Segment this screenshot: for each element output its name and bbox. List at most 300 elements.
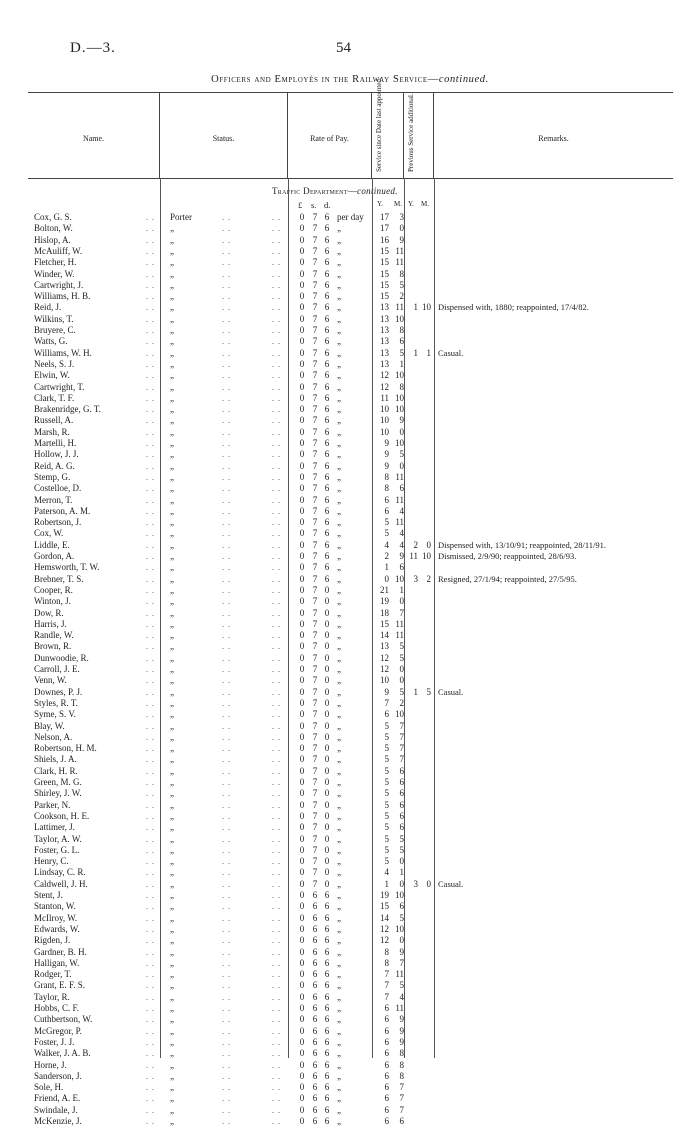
pay-period: „: [337, 901, 341, 912]
service-months: 4: [399, 528, 404, 539]
pay-shillings: 7: [312, 505, 318, 516]
leader-dots: . .: [222, 1083, 231, 1093]
pay-pounds: 0: [299, 358, 305, 369]
service-years: 6: [384, 1082, 389, 1093]
pay-period: „: [337, 392, 341, 403]
leader-dots: . .: [146, 710, 155, 720]
pay-pence: 6: [324, 923, 330, 934]
service-months: 10: [395, 370, 404, 381]
leader-dots: . .: [146, 450, 155, 460]
leader-dots: . .: [272, 687, 281, 697]
pay-pounds: 0: [299, 1116, 305, 1126]
leader-dots: . .: [146, 371, 155, 381]
pay-pounds: 0: [299, 404, 305, 415]
leader-dots: . .: [222, 857, 231, 867]
leader-dots: . .: [272, 416, 281, 426]
pay-pounds: 0: [299, 856, 305, 867]
pay-pounds: 0: [299, 517, 305, 528]
leader-dots: . .: [272, 823, 281, 833]
leader-dots: . .: [272, 348, 281, 358]
employee-status: „: [170, 573, 174, 584]
employee-status: „: [170, 1036, 174, 1047]
employee-status: „: [170, 1048, 174, 1059]
pay-period: „: [337, 607, 341, 618]
service-months: 9: [399, 946, 404, 957]
service-months: 0: [399, 426, 404, 437]
pay-shillings: 7: [312, 675, 318, 686]
leader-dots: . .: [222, 766, 231, 776]
service-months: 5: [399, 652, 404, 663]
service-months: 11: [395, 471, 404, 482]
pay-shillings: 7: [312, 754, 318, 765]
service-years: 8: [384, 957, 389, 968]
service-years: 6: [384, 1093, 389, 1104]
employee-name: Cox, W.: [34, 528, 64, 539]
leader-dots: . .: [272, 653, 281, 663]
pay-pounds: 0: [299, 392, 305, 403]
employee-name: Dow, R.: [34, 607, 64, 618]
leader-dots: . .: [272, 246, 281, 256]
leader-dots: . .: [146, 936, 155, 946]
leader-dots: . .: [146, 834, 155, 844]
service-years: 5: [384, 810, 389, 821]
employee-status: „: [170, 302, 174, 313]
pay-period: „: [337, 856, 341, 867]
employee-status: „: [170, 392, 174, 403]
leader-dots: . .: [146, 732, 155, 742]
leader-dots: . .: [146, 326, 155, 335]
pay-period: „: [337, 257, 341, 268]
pay-pence: 0: [324, 867, 330, 878]
pay-shillings: 7: [312, 630, 318, 641]
employee-status: „: [170, 957, 174, 968]
employee-name: Cox, G. S.: [34, 212, 72, 222]
service-months: 2: [399, 291, 404, 302]
leader-dots: . .: [272, 732, 281, 742]
table-row: [0, 890, 700, 901]
leader-dots: . .: [272, 1015, 281, 1025]
pay-shillings: 7: [312, 822, 318, 833]
service-months: 10: [395, 573, 404, 584]
leader-dots: . .: [146, 563, 155, 573]
employee-status: „: [170, 551, 174, 561]
leader-dots: . .: [272, 970, 281, 980]
table-row: [0, 280, 700, 291]
leader-dots: . .: [222, 337, 231, 347]
leader-dots: . .: [222, 710, 231, 720]
header-service: [372, 77, 404, 178]
employee-status: „: [170, 426, 174, 437]
table-row: [0, 788, 700, 799]
leader-dots: . .: [146, 439, 155, 448]
pay-pence: 6: [324, 969, 330, 980]
leader-dots: . .: [222, 981, 231, 991]
pay-period: „: [337, 833, 341, 844]
service-months: 5: [399, 347, 404, 358]
service-months: 11: [395, 302, 404, 313]
pay-pence: 6: [324, 381, 330, 392]
pay-period: „: [337, 686, 341, 697]
leader-dots: . .: [272, 1117, 281, 1126]
employee-status: „: [170, 743, 174, 754]
service-months: 10: [395, 890, 404, 900]
pay-period: „: [337, 494, 341, 505]
leader-dots: . .: [222, 393, 231, 403]
pay-pence: 6: [324, 1093, 330, 1104]
employee-status: „: [170, 245, 174, 256]
previous-years: 3: [413, 878, 418, 889]
pay-shillings: 7: [312, 731, 318, 742]
pay-shillings: 7: [312, 777, 318, 787]
leader-dots: . .: [146, 755, 155, 765]
leader-dots: . .: [146, 246, 155, 256]
leader-dots: . .: [272, 563, 281, 573]
service-months: 9: [399, 1036, 404, 1047]
pay-pounds: 0: [299, 833, 305, 844]
pay-period: „: [337, 1048, 341, 1059]
previous-months: 1: [426, 347, 431, 358]
pay-pence: 0: [324, 754, 330, 765]
leader-dots: . .: [272, 755, 281, 765]
section-main: Traffic Department—: [272, 186, 358, 196]
leader-dots: . .: [222, 450, 231, 460]
employee-name: Taylor, A. W.: [34, 833, 82, 844]
service-months: 10: [395, 404, 404, 415]
leader-dots: . .: [146, 405, 155, 415]
pay-period: „: [337, 471, 341, 482]
pay-pounds: 0: [299, 494, 305, 505]
pay-pounds: 0: [299, 799, 305, 810]
pay-pounds: 0: [299, 438, 305, 448]
pay-pence: 6: [324, 358, 330, 369]
leader-dots: . .: [222, 631, 231, 641]
pay-shillings: 7: [312, 810, 318, 821]
employee-name: Dunwoodie, R.: [34, 652, 89, 663]
leader-dots: . .: [272, 698, 281, 708]
employee-status: „: [170, 788, 174, 799]
pay-shillings: 7: [312, 867, 318, 878]
pay-pence: 6: [324, 1070, 330, 1081]
leader-dots: . .: [222, 732, 231, 742]
leader-dots: . .: [146, 1026, 155, 1036]
service-months: 6: [399, 483, 404, 494]
employee-status: „: [170, 325, 174, 335]
employee-name: Styles, R. T.: [34, 697, 78, 708]
service-years: 12: [380, 370, 389, 381]
header-name: [28, 92, 160, 178]
pay-pounds: 0: [299, 551, 305, 561]
pay-pounds: 0: [299, 505, 305, 516]
pay-shillings: 6: [312, 901, 318, 912]
service-years: 9: [384, 449, 389, 460]
leader-dots: . .: [272, 1004, 281, 1013]
remarks: Casual.: [438, 347, 464, 358]
pay-shillings: 7: [312, 483, 318, 494]
leader-dots: . .: [272, 676, 281, 686]
employee-name: Shirley, J. W.: [34, 788, 82, 799]
leader-dots: . .: [222, 902, 231, 912]
service-months: 9: [399, 551, 404, 561]
employee-status: „: [170, 1104, 174, 1115]
leader-dots: . .: [272, 879, 281, 889]
pay-period: „: [337, 1116, 341, 1126]
pay-shillings: 7: [312, 517, 318, 528]
table-row: [0, 1048, 700, 1059]
pay-pounds: 0: [299, 1104, 305, 1115]
employee-name: Hemsworth, T. W.: [34, 562, 100, 573]
employee-status: „: [170, 664, 174, 674]
service-years: 10: [380, 404, 389, 415]
leader-dots: . .: [146, 902, 155, 912]
leader-dots: . .: [272, 359, 281, 369]
service-years: 5: [384, 777, 389, 787]
pay-pence: 0: [324, 765, 330, 776]
table-row: [0, 1060, 700, 1071]
service-years: 13: [380, 302, 389, 313]
header-status: [160, 92, 288, 178]
pay-pounds: 0: [299, 935, 305, 946]
leader-dots: . .: [146, 540, 155, 550]
pay-shillings: 7: [312, 392, 318, 403]
leader-dots: . .: [272, 642, 281, 652]
leader-dots: . .: [272, 1026, 281, 1036]
pay-pounds: 0: [299, 584, 305, 595]
pay-shillings: 7: [312, 347, 318, 358]
leader-dots: . .: [146, 518, 155, 528]
leader-dots: . .: [272, 450, 281, 460]
service-years: 15: [380, 268, 389, 279]
employee-status: „: [170, 991, 174, 1002]
employee-name: Stemp, G.: [34, 471, 71, 482]
employee-name: Lattimer, J.: [34, 822, 75, 833]
leader-dots: . .: [146, 1094, 155, 1104]
pay-period: „: [337, 1025, 341, 1036]
pay-shillings: 7: [312, 325, 318, 335]
leader-dots: . .: [146, 359, 155, 369]
pay-pounds: 0: [299, 223, 305, 234]
pay-pence: 6: [324, 957, 330, 968]
leader-dots: . .: [222, 269, 231, 279]
employee-name: Sanderson, J.: [34, 1070, 82, 1081]
employee-status: „: [170, 596, 174, 607]
leader-dots: . .: [272, 665, 281, 674]
pay-pounds: 0: [299, 754, 305, 765]
service-months: 6: [399, 1116, 404, 1126]
remarks: Casual.: [438, 686, 464, 697]
leader-dots: . .: [146, 303, 155, 313]
pay-pence: 6: [324, 890, 330, 900]
table-row: [0, 664, 700, 675]
leader-dots: . .: [222, 518, 231, 528]
pay-period: „: [337, 743, 341, 754]
employee-status: „: [170, 844, 174, 855]
service-months: 1: [399, 358, 404, 369]
previous-years: 3: [413, 573, 418, 584]
pay-period: „: [337, 1070, 341, 1081]
employee-status: „: [170, 584, 174, 595]
leader-dots: . .: [146, 552, 155, 561]
pay-shillings: 7: [312, 720, 318, 731]
pay-shillings: 7: [312, 652, 318, 663]
table-row: [0, 449, 700, 460]
table-row: [0, 1105, 700, 1116]
table-row: [0, 1014, 700, 1025]
service-months: 7: [399, 607, 404, 618]
employee-name: Shiels, J. A.: [34, 754, 77, 765]
pay-pounds: 0: [299, 245, 305, 256]
pay-pounds: 0: [299, 234, 305, 245]
leader-dots: . .: [146, 224, 155, 234]
employee-name: Hollow, J. J.: [34, 449, 79, 460]
employee-name: Carroll, J. E.: [34, 664, 80, 674]
employee-name: Cuthbertson, W.: [34, 1014, 93, 1025]
pay-shillings: 7: [312, 697, 318, 708]
table-row: [0, 924, 700, 935]
service-months: 7: [399, 754, 404, 765]
service-years: 16: [380, 234, 389, 245]
leader-dots: . .: [222, 1094, 231, 1104]
section-heading: [272, 186, 398, 196]
service-years: 9: [384, 460, 389, 471]
leader-dots: . .: [272, 981, 281, 991]
pay-shillings: 7: [312, 686, 318, 697]
employee-name: Martelli, H.: [34, 438, 77, 448]
pay-shillings: 6: [312, 923, 318, 934]
pay-pence: 6: [324, 449, 330, 460]
pay-pounds: 0: [299, 381, 305, 392]
pay-pence: 6: [324, 313, 330, 324]
pay-pounds: 0: [299, 1003, 305, 1013]
employee-name: Neels, S. J.: [34, 358, 75, 369]
pay-pounds: 0: [299, 471, 305, 482]
pay-shillings: 7: [312, 878, 318, 889]
pay-shillings: 7: [312, 584, 318, 595]
service-years: 5: [384, 517, 389, 528]
leader-dots: . .: [222, 823, 231, 833]
table-row: [0, 528, 700, 539]
leader-dots: . .: [146, 1060, 155, 1070]
service-years: 12: [380, 652, 389, 663]
service-months: 10: [395, 392, 404, 403]
leader-dots: . .: [146, 472, 155, 482]
leader-dots: . .: [222, 811, 231, 821]
service-years: 13: [380, 336, 389, 347]
employee-name: Liddle, E.: [34, 539, 70, 550]
table-row: [0, 223, 700, 234]
service-years: 5: [384, 754, 389, 765]
leader-dots: . .: [222, 371, 231, 381]
employee-name: Parker, N.: [34, 799, 71, 810]
pay-pounds: 0: [299, 810, 305, 821]
leader-dots: . .: [272, 608, 281, 618]
employee-name: Swindale, J.: [34, 1104, 78, 1115]
employee-status: „: [170, 483, 174, 494]
service-years: 8: [384, 946, 389, 957]
table-row: [0, 495, 700, 506]
leader-dots: . .: [222, 608, 231, 618]
pay-pence: 0: [324, 596, 330, 607]
pay-pence: 6: [324, 325, 330, 335]
table-row: [0, 325, 700, 336]
pay-shillings: 6: [312, 980, 318, 991]
employee-name: Friend, A. E.: [34, 1093, 81, 1104]
header-bottom-rule: [28, 178, 673, 179]
service-years: 12: [380, 664, 389, 674]
employee-status: „: [170, 471, 174, 482]
pay-pence: 0: [324, 731, 330, 742]
employee-status: „: [170, 777, 174, 787]
pay-pence: 6: [324, 912, 330, 923]
pay-period: „: [337, 245, 341, 256]
leader-dots: . .: [222, 348, 231, 358]
pay-shillings: 6: [312, 1048, 318, 1059]
section-continued: continued.: [357, 186, 398, 196]
service-years: 15: [380, 257, 389, 268]
pay-shillings: 6: [312, 1059, 318, 1070]
pay-pounds: 0: [299, 596, 305, 607]
page-number: 54: [336, 40, 351, 56]
pay-period: „: [337, 505, 341, 516]
employee-name: Brakenridge, G. T.: [34, 404, 101, 415]
pay-period: „: [337, 370, 341, 381]
leader-dots: . .: [222, 891, 231, 900]
service-months: 10: [395, 709, 404, 720]
table-row: [0, 777, 700, 788]
leader-dots: . .: [146, 1105, 155, 1115]
leader-dots: . .: [272, 710, 281, 720]
employee-status: „: [170, 381, 174, 392]
service-years: 5: [384, 743, 389, 754]
service-months: 5: [399, 980, 404, 991]
pay-pounds: 0: [299, 539, 305, 550]
service-years: 6: [384, 1036, 389, 1047]
employee-status: „: [170, 799, 174, 810]
pay-pence: 6: [324, 1036, 330, 1047]
leader-dots: . .: [222, 1015, 231, 1025]
service-years: 11: [380, 392, 389, 403]
pay-pounds: 0: [299, 1048, 305, 1059]
table-row: [0, 393, 700, 404]
pay-pence: 6: [324, 1059, 330, 1070]
employee-status: „: [170, 234, 174, 245]
leader-dots: . .: [272, 811, 281, 821]
table-row: [0, 1116, 700, 1127]
pay-period: „: [337, 279, 341, 290]
service-months: 8: [399, 1048, 404, 1059]
employee-name: Brown, R.: [34, 641, 72, 652]
leader-dots: . .: [222, 484, 231, 494]
leader-dots: . .: [272, 224, 281, 234]
service-months: 10: [395, 313, 404, 324]
pay-pence: 0: [324, 878, 330, 889]
pay-pounds: 0: [299, 686, 305, 697]
employee-name: Robertson, J.: [34, 517, 82, 528]
pay-pence: 0: [324, 833, 330, 844]
pay-period: „: [337, 991, 341, 1002]
pay-pounds: 0: [299, 1059, 305, 1070]
pay-pounds: 0: [299, 347, 305, 358]
pay-pounds: 0: [299, 912, 305, 923]
service-years: 13: [380, 313, 389, 324]
pay-pence: 0: [324, 709, 330, 720]
pay-pence: 0: [324, 686, 330, 697]
pay-pence: 6: [324, 392, 330, 403]
pay-pence: 6: [324, 528, 330, 539]
employee-status: „: [170, 449, 174, 460]
pay-pounds: 0: [299, 765, 305, 776]
pay-pounds: 0: [299, 991, 305, 1002]
pay-period: „: [337, 460, 341, 471]
